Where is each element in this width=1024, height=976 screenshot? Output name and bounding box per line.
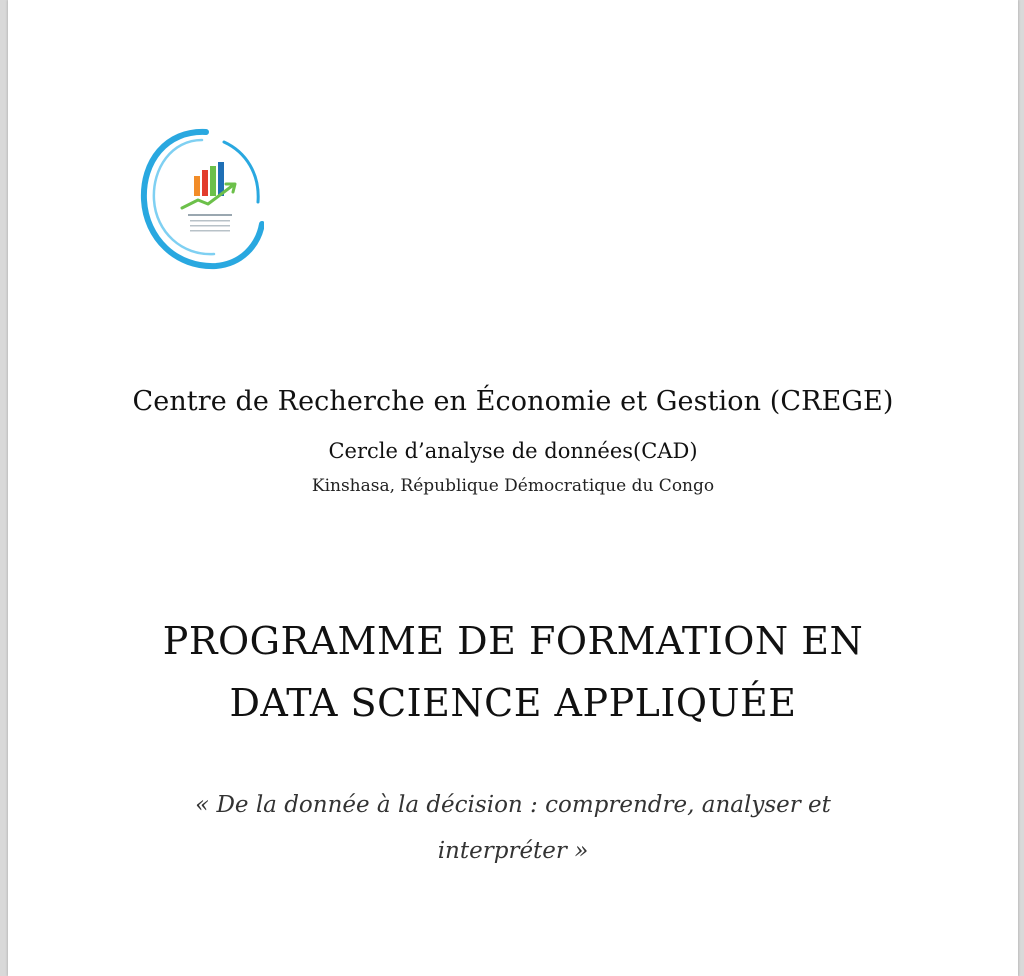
document-title-line-2: DATA SCIENCE APPLIQUÉE <box>229 681 797 725</box>
document-page <box>8 0 1018 976</box>
crege-logo-icon <box>136 128 264 270</box>
tagline <box>8 782 1018 874</box>
organization-name: Centre de Recherche en Économie et Gestion (CREGE) <box>132 386 894 417</box>
tagline-line-2: interpréter » <box>437 838 589 864</box>
tagline-line-1: « De la donnée à la décision : comprendre, analyser et <box>195 792 831 818</box>
organization-circle: Cercle d’analyse de données(CAD) <box>328 439 698 463</box>
document-title <box>8 610 1018 734</box>
organization-location: Kinshasa, République Démocratique du Congo <box>311 476 715 496</box>
document-title-line-1: PROGRAMME DE FORMATION EN <box>162 619 864 663</box>
